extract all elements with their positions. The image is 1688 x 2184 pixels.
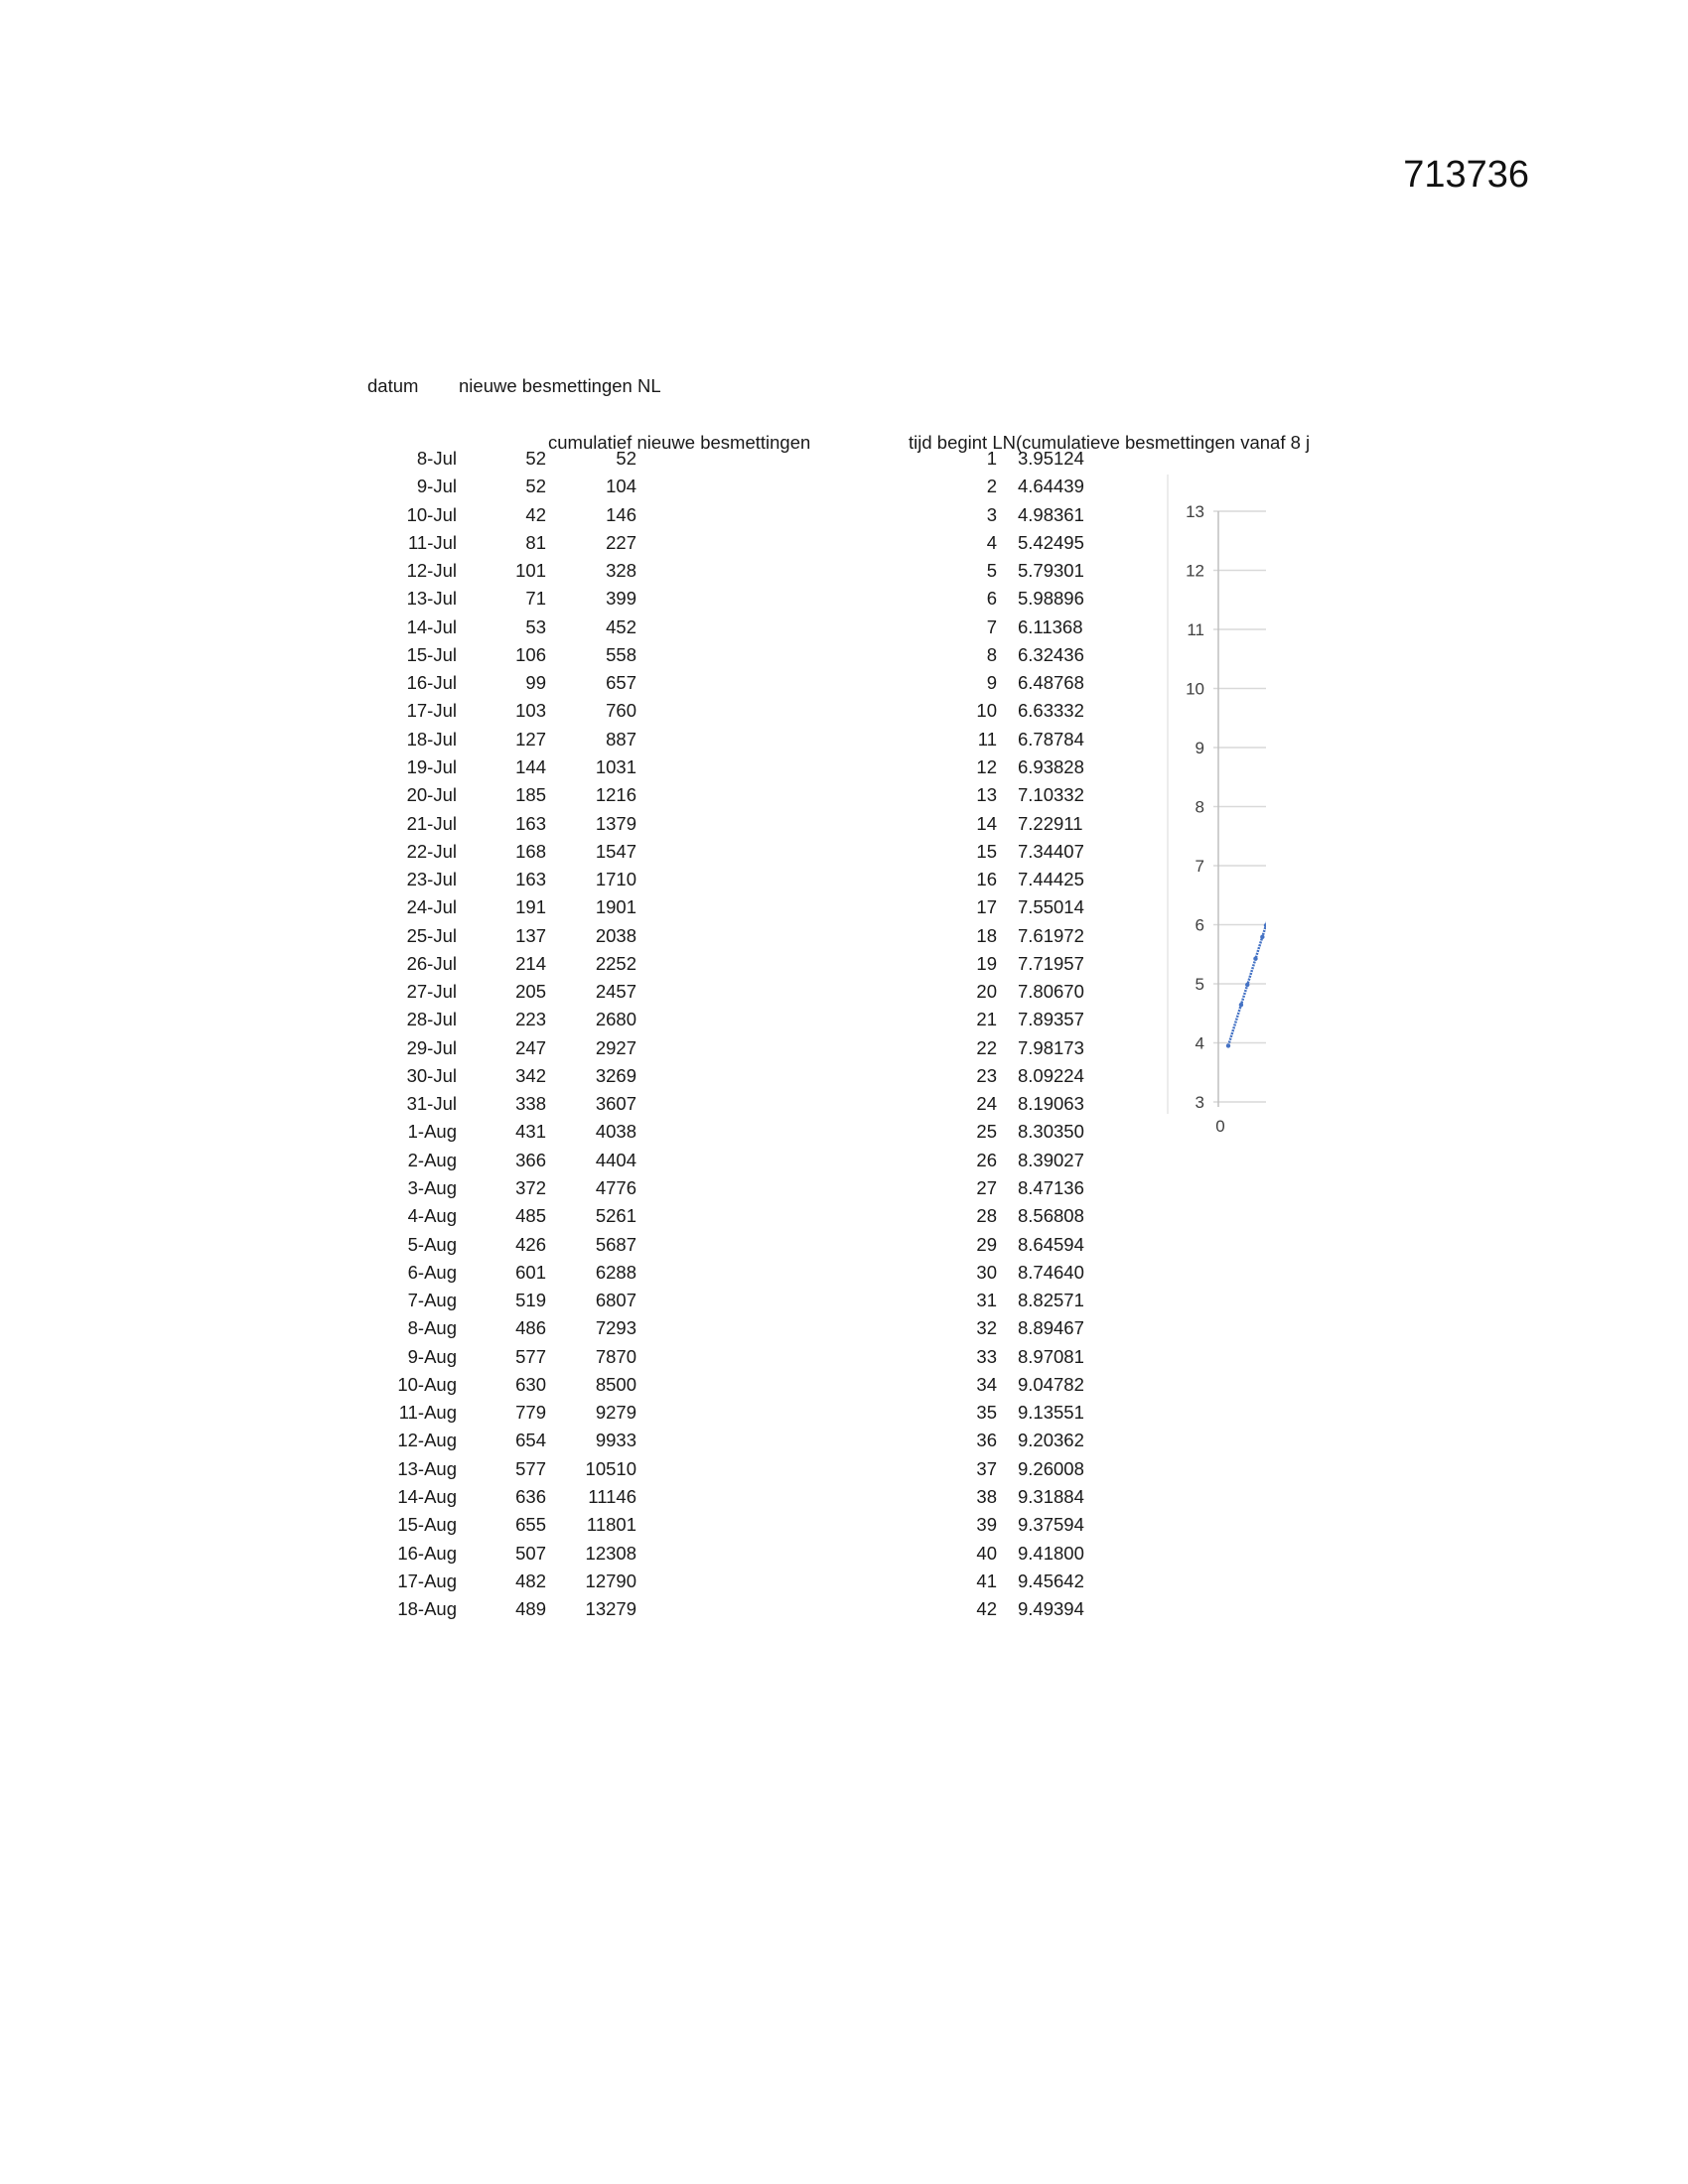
cell-datum: 15-Aug xyxy=(397,1514,457,1536)
cell-ln: 3.95124 xyxy=(1018,448,1084,469)
cell-cumulatief: 887 xyxy=(606,728,636,750)
cell-tijd: 37 xyxy=(976,1457,997,1479)
cell-cumulatief: 4776 xyxy=(595,1177,636,1199)
cell-datum: 13-Jul xyxy=(406,588,457,610)
cell-nieuwe: 577 xyxy=(515,1457,546,1479)
cell-ln: 9.04782 xyxy=(1018,1373,1084,1395)
cell-ln: 7.22911 xyxy=(1018,812,1083,834)
cell-ln: 7.44425 xyxy=(1018,869,1084,890)
cell-nieuwe: 214 xyxy=(515,952,546,974)
cell-nieuwe: 185 xyxy=(515,784,546,806)
cell-cumulatief: 760 xyxy=(606,700,636,722)
cell-datum: 8-Jul xyxy=(416,448,457,469)
cell-tijd: 9 xyxy=(986,672,997,694)
cell-tijd: 22 xyxy=(976,1036,997,1058)
cell-datum: 17-Jul xyxy=(406,700,457,722)
cell-tijd: 42 xyxy=(976,1598,997,1620)
cell-tijd: 3 xyxy=(986,503,997,525)
cell-ln: 9.13551 xyxy=(1018,1402,1084,1424)
cell-cumulatief: 11146 xyxy=(588,1485,636,1507)
cell-nieuwe: 366 xyxy=(515,1149,546,1170)
cell-cumulatief: 1379 xyxy=(595,812,636,834)
cell-nieuwe: 163 xyxy=(515,812,546,834)
cell-tijd: 14 xyxy=(976,812,997,834)
cell-ln: 7.89357 xyxy=(1018,1009,1084,1030)
cell-tijd: 30 xyxy=(976,1261,997,1283)
cell-ln: 7.10332 xyxy=(1018,784,1084,806)
cell-tijd: 10 xyxy=(976,700,997,722)
cell-datum: 12-Jul xyxy=(406,560,457,582)
cell-nieuwe: 42 xyxy=(525,503,546,525)
cell-ln: 6.93828 xyxy=(1018,755,1084,777)
cell-nieuwe: 426 xyxy=(515,1233,546,1255)
cell-tijd: 17 xyxy=(976,896,997,918)
cell-cumulatief: 558 xyxy=(606,643,636,665)
cell-tijd: 33 xyxy=(976,1345,997,1367)
cell-ln: 5.98896 xyxy=(1018,588,1084,610)
cell-ln: 9.26008 xyxy=(1018,1457,1084,1479)
cell-cumulatief: 3607 xyxy=(595,1093,636,1115)
cell-tijd: 36 xyxy=(976,1430,997,1451)
cell-ln: 6.48768 xyxy=(1018,672,1084,694)
cell-cumulatief: 4404 xyxy=(595,1149,636,1170)
cell-ln: 8.97081 xyxy=(1018,1345,1084,1367)
cell-cumulatief: 657 xyxy=(606,672,636,694)
cell-ln: 4.64439 xyxy=(1018,476,1084,497)
cell-tijd: 23 xyxy=(976,1064,997,1086)
cell-datum: 17-Aug xyxy=(397,1570,457,1591)
cell-nieuwe: 486 xyxy=(515,1317,546,1339)
cell-ln: 7.98173 xyxy=(1018,1036,1084,1058)
cell-datum: 8-Aug xyxy=(407,1317,457,1339)
cell-cumulatief: 7293 xyxy=(595,1317,636,1339)
cell-ln: 7.34407 xyxy=(1018,840,1084,862)
cell-datum: 15-Jul xyxy=(406,643,457,665)
cell-cumulatief: 1547 xyxy=(595,840,636,862)
y-tick-label: 8 xyxy=(1195,797,1204,817)
cell-datum: 10-Aug xyxy=(397,1373,457,1395)
cell-datum: 4-Aug xyxy=(407,1205,457,1227)
cell-ln: 5.42495 xyxy=(1018,531,1084,553)
header-datum: datum xyxy=(367,375,419,396)
cell-nieuwe: 655 xyxy=(515,1514,546,1536)
cell-ln: 9.20362 xyxy=(1018,1430,1084,1451)
y-tick-label: 7 xyxy=(1195,857,1204,876)
cell-ln: 9.41800 xyxy=(1018,1542,1084,1564)
y-tick-label: 5 xyxy=(1195,975,1204,994)
cell-nieuwe: 81 xyxy=(525,531,546,553)
cell-tijd: 2 xyxy=(986,476,997,497)
ln-cumulative-chart xyxy=(1167,467,1266,1161)
cell-nieuwe: 99 xyxy=(525,672,546,694)
cell-datum: 16-Aug xyxy=(397,1542,457,1564)
cell-ln: 7.71957 xyxy=(1018,952,1084,974)
cell-nieuwe: 127 xyxy=(515,728,546,750)
cell-cumulatief: 1901 xyxy=(595,896,636,918)
cell-cumulatief: 104 xyxy=(606,476,636,497)
cell-nieuwe: 137 xyxy=(515,924,546,946)
cell-cumulatief: 227 xyxy=(606,531,636,553)
cell-nieuwe: 630 xyxy=(515,1373,546,1395)
cell-nieuwe: 144 xyxy=(515,755,546,777)
cell-nieuwe: 223 xyxy=(515,1009,546,1030)
cell-tijd: 7 xyxy=(986,615,997,637)
cell-datum: 7-Aug xyxy=(407,1290,457,1311)
y-tick-label: 11 xyxy=(1187,620,1204,639)
cell-ln: 8.56808 xyxy=(1018,1205,1084,1227)
chart-svg xyxy=(1167,467,1266,1161)
cell-tijd: 35 xyxy=(976,1402,997,1424)
cell-tijd: 38 xyxy=(976,1485,997,1507)
cell-nieuwe: 431 xyxy=(515,1121,546,1143)
y-tick-label: 12 xyxy=(1186,561,1204,581)
cell-ln: 5.79301 xyxy=(1018,560,1084,582)
cell-cumulatief: 5261 xyxy=(595,1205,636,1227)
cell-cumulatief: 1216 xyxy=(595,784,636,806)
cell-datum: 14-Jul xyxy=(406,615,457,637)
cell-datum: 5-Aug xyxy=(407,1233,457,1255)
cell-datum: 27-Jul xyxy=(406,981,457,1003)
cell-tijd: 28 xyxy=(976,1205,997,1227)
cell-datum: 11-Aug xyxy=(398,1402,457,1424)
cell-cumulatief: 5687 xyxy=(595,1233,636,1255)
cell-datum: 3-Aug xyxy=(407,1177,457,1199)
cell-ln: 8.19063 xyxy=(1018,1093,1084,1115)
cell-cumulatief: 10510 xyxy=(585,1457,636,1479)
y-tick-label: 13 xyxy=(1186,502,1204,521)
cell-ln: 6.78784 xyxy=(1018,728,1084,750)
cell-cumulatief: 11801 xyxy=(586,1514,636,1536)
y-tick-label: 9 xyxy=(1195,739,1204,757)
cell-ln: 8.82571 xyxy=(1018,1290,1084,1311)
header-cumulatief: cumulatief nieuwe besmettingen xyxy=(548,432,811,453)
cell-datum: 16-Jul xyxy=(406,672,457,694)
cell-tijd: 39 xyxy=(976,1514,997,1536)
cell-cumulatief: 2680 xyxy=(595,1009,636,1030)
cell-nieuwe: 163 xyxy=(515,869,546,890)
cell-datum: 26-Jul xyxy=(406,952,457,974)
cell-tijd: 19 xyxy=(976,952,997,974)
cell-tijd: 34 xyxy=(976,1373,997,1395)
cell-cumulatief: 2457 xyxy=(595,981,636,1003)
cell-nieuwe: 338 xyxy=(515,1093,546,1115)
cell-ln: 8.09224 xyxy=(1018,1064,1084,1086)
cell-datum: 1-Aug xyxy=(407,1121,457,1143)
cell-ln: 6.32436 xyxy=(1018,643,1084,665)
cell-nieuwe: 101 xyxy=(515,560,546,582)
cell-nieuwe: 779 xyxy=(515,1402,546,1424)
cell-ln: 6.11368 xyxy=(1018,615,1083,637)
cell-nieuwe: 71 xyxy=(525,588,546,610)
header-tijd-ln: tijd begint LN(cumulatieve besmettingen vanaf 8 j xyxy=(909,432,1311,453)
cell-cumulatief: 452 xyxy=(606,615,636,637)
cell-cumulatief: 8500 xyxy=(595,1373,636,1395)
cell-nieuwe: 53 xyxy=(525,615,546,637)
cell-ln: 7.80670 xyxy=(1018,981,1084,1003)
cell-nieuwe: 654 xyxy=(515,1430,546,1451)
y-tick-label: 4 xyxy=(1195,1033,1204,1053)
cell-nieuwe: 489 xyxy=(515,1598,546,1620)
cell-datum: 2-Aug xyxy=(407,1149,457,1170)
cell-tijd: 11 xyxy=(977,728,997,750)
cell-tijd: 40 xyxy=(976,1542,997,1564)
cell-cumulatief: 1031 xyxy=(595,755,636,777)
cell-cumulatief: 2252 xyxy=(595,952,636,974)
cell-datum: 25-Jul xyxy=(406,924,457,946)
cell-tijd: 12 xyxy=(976,755,997,777)
cell-nieuwe: 168 xyxy=(515,840,546,862)
header-nieuwe-besmettingen: nieuwe besmettingen NL xyxy=(459,375,661,396)
cell-cumulatief: 13279 xyxy=(585,1598,636,1620)
cell-datum: 20-Jul xyxy=(406,784,457,806)
cell-nieuwe: 205 xyxy=(515,981,546,1003)
cell-datum: 18-Aug xyxy=(397,1598,457,1620)
cell-tijd: 32 xyxy=(976,1317,997,1339)
cell-tijd: 8 xyxy=(986,643,997,665)
cell-nieuwe: 485 xyxy=(515,1205,546,1227)
cell-nieuwe: 247 xyxy=(515,1036,546,1058)
cell-cumulatief: 12790 xyxy=(585,1570,636,1591)
cell-nieuwe: 507 xyxy=(515,1542,546,1564)
cell-ln: 9.37594 xyxy=(1018,1514,1084,1536)
cell-datum: 9-Jul xyxy=(416,476,457,497)
cell-datum: 21-Jul xyxy=(406,812,457,834)
cell-cumulatief: 7870 xyxy=(595,1345,636,1367)
cell-cumulatief: 9933 xyxy=(595,1430,636,1451)
cell-nieuwe: 52 xyxy=(525,476,546,497)
cell-nieuwe: 519 xyxy=(515,1290,546,1311)
cell-ln: 8.64594 xyxy=(1018,1233,1084,1255)
cell-datum: 28-Jul xyxy=(406,1009,457,1030)
cell-tijd: 27 xyxy=(976,1177,997,1199)
cell-tijd: 25 xyxy=(976,1121,997,1143)
cell-tijd: 26 xyxy=(976,1149,997,1170)
cell-tijd: 15 xyxy=(976,840,997,862)
cell-ln: 8.74640 xyxy=(1018,1261,1084,1283)
cell-cumulatief: 9279 xyxy=(595,1402,636,1424)
cell-ln: 9.31884 xyxy=(1018,1485,1084,1507)
cell-cumulatief: 3269 xyxy=(595,1064,636,1086)
cell-datum: 22-Jul xyxy=(406,840,457,862)
cell-nieuwe: 601 xyxy=(515,1261,546,1283)
cell-datum: 13-Aug xyxy=(397,1457,457,1479)
cell-ln: 7.61972 xyxy=(1018,924,1084,946)
cell-ln: 7.55014 xyxy=(1018,896,1084,918)
cell-tijd: 13 xyxy=(976,784,997,806)
cell-cumulatief: 4038 xyxy=(595,1121,636,1143)
cell-tijd: 1 xyxy=(986,448,997,469)
cell-datum: 9-Aug xyxy=(407,1345,457,1367)
cell-cumulatief: 1710 xyxy=(595,869,636,890)
cell-cumulatief: 2927 xyxy=(595,1036,636,1058)
cell-cumulatief: 12308 xyxy=(585,1542,636,1564)
cell-ln: 8.89467 xyxy=(1018,1317,1084,1339)
cell-tijd: 5 xyxy=(986,560,997,582)
cell-nieuwe: 191 xyxy=(515,896,546,918)
cell-datum: 23-Jul xyxy=(406,869,457,890)
cell-datum: 19-Jul xyxy=(406,755,457,777)
cell-cumulatief: 2038 xyxy=(595,924,636,946)
cell-datum: 12-Aug xyxy=(397,1430,457,1451)
cell-cumulatief: 6807 xyxy=(595,1290,636,1311)
page-number: 713736 xyxy=(1403,154,1529,196)
cell-datum: 29-Jul xyxy=(406,1036,457,1058)
cell-datum: 6-Aug xyxy=(407,1261,457,1283)
cell-ln: 4.98361 xyxy=(1018,503,1084,525)
cell-cumulatief: 146 xyxy=(606,503,636,525)
cell-datum: 14-Aug xyxy=(397,1485,457,1507)
y-tick-label: 6 xyxy=(1195,915,1204,935)
cell-nieuwe: 103 xyxy=(515,700,546,722)
cell-datum: 31-Jul xyxy=(406,1093,457,1115)
cell-tijd: 21 xyxy=(976,1009,997,1030)
cell-ln: 9.49394 xyxy=(1018,1598,1084,1620)
cell-datum: 18-Jul xyxy=(406,728,457,750)
cell-cumulatief: 399 xyxy=(606,588,636,610)
cell-cumulatief: 6288 xyxy=(595,1261,636,1283)
cell-nieuwe: 52 xyxy=(525,448,546,469)
cell-datum: 30-Jul xyxy=(406,1064,457,1086)
cell-tijd: 29 xyxy=(976,1233,997,1255)
cell-tijd: 24 xyxy=(976,1093,997,1115)
cell-tijd: 4 xyxy=(986,531,997,553)
cell-nieuwe: 106 xyxy=(515,643,546,665)
cell-ln: 8.39027 xyxy=(1018,1149,1084,1170)
cell-nieuwe: 577 xyxy=(515,1345,546,1367)
cell-cumulatief: 52 xyxy=(616,448,636,469)
cell-nieuwe: 636 xyxy=(515,1485,546,1507)
cell-ln: 8.30350 xyxy=(1018,1121,1084,1143)
y-tick-label: 3 xyxy=(1195,1093,1204,1112)
cell-cumulatief: 328 xyxy=(606,560,636,582)
cell-tijd: 41 xyxy=(976,1570,997,1591)
cell-datum: 11-Jul xyxy=(407,531,457,553)
cell-tijd: 20 xyxy=(976,981,997,1003)
cell-tijd: 6 xyxy=(986,588,997,610)
cell-ln: 6.63332 xyxy=(1018,700,1084,722)
x-tick-label: 0 xyxy=(1215,1117,1225,1136)
cell-tijd: 16 xyxy=(976,869,997,890)
cell-nieuwe: 482 xyxy=(515,1570,546,1591)
cell-nieuwe: 342 xyxy=(515,1064,546,1086)
cell-datum: 10-Jul xyxy=(406,503,457,525)
cell-ln: 8.47136 xyxy=(1018,1177,1084,1199)
cell-ln: 9.45642 xyxy=(1018,1570,1084,1591)
cell-datum: 24-Jul xyxy=(406,896,457,918)
cell-tijd: 18 xyxy=(976,924,997,946)
cell-tijd: 31 xyxy=(976,1290,997,1311)
y-tick-label: 10 xyxy=(1186,679,1204,699)
cell-nieuwe: 372 xyxy=(515,1177,546,1199)
